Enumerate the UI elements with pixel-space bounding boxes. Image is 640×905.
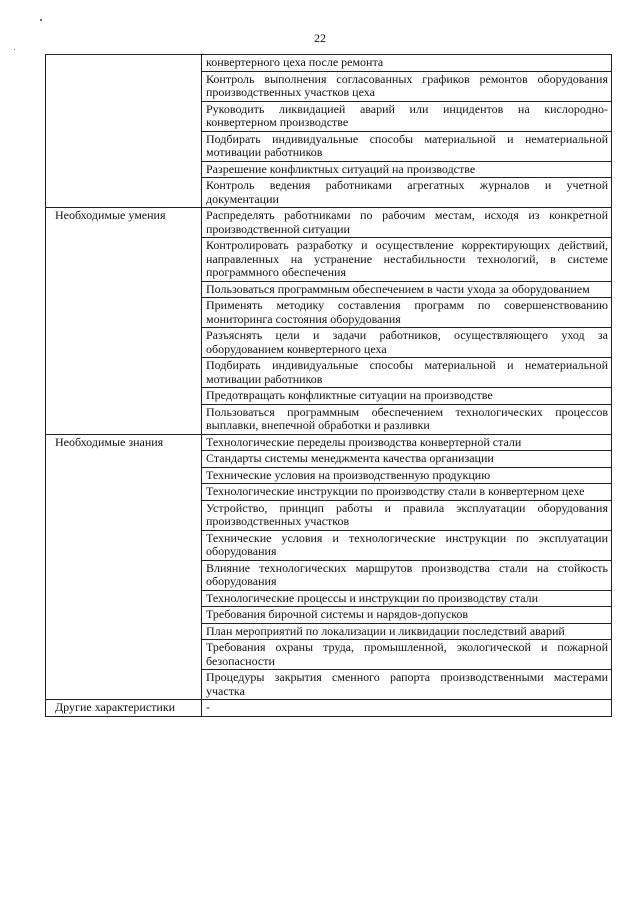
section-label: Необходимые умения: [46, 208, 202, 435]
section-item: Контроль выполнения согласованных графиков ремонтов оборудования производственных участков цеха: [202, 71, 612, 101]
table-row: [46, 700, 612, 717]
table-row: [46, 208, 612, 238]
section-item: План мероприятий по локализации и ликвидации последствий аварий: [202, 623, 612, 640]
section-item: -: [202, 700, 612, 717]
section-item: Требования бирочной системы и нарядов-допусков: [202, 607, 612, 624]
section-item: Разъяснять цели и задачи работников, осуществляющего уход за оборудованием конвертерного цеха: [202, 328, 612, 358]
scan-speck: [14, 49, 15, 50]
section-item: Влияние технологических маршрутов производства стали на стойкость оборудования: [202, 560, 612, 590]
competency-table: [45, 54, 612, 717]
section-item: конвертерного цеха после ремонта: [202, 55, 612, 72]
section-item: Технологические переделы производства конвертерной стали: [202, 434, 612, 451]
competency-table-body: [46, 55, 612, 717]
section-label: Необходимые знания: [46, 434, 202, 700]
section-item: Процедуры закрытия сменного рапорта производственными мастерами участка: [202, 670, 612, 700]
section-item: Технологические процессы и инструкции по производству стали: [202, 590, 612, 607]
table-row: [46, 55, 612, 72]
section-item: Предотвращать конфликтные ситуации на производстве: [202, 388, 612, 405]
section-item: Требования охраны труда, промышленной, экологической и пожарной безопасности: [202, 640, 612, 670]
section-item: Пользоваться программным обеспечением в части ухода за оборудованием: [202, 281, 612, 298]
section-label: [46, 55, 202, 208]
page-number: 22: [314, 31, 326, 45]
section-item: Технические условия и технологические инструкции по эксплуатации оборудования: [202, 530, 612, 560]
section-item: Пользоваться программным обеспечением технологических процессов выплавки, внепечной обработки и разливки: [202, 404, 612, 434]
scan-speck: [40, 19, 42, 21]
section-item: Разрешение конфликтных ситуаций на производстве: [202, 161, 612, 178]
section-item: Подбирать индивидуальные способы материальной и нематериальной мотивации работников: [202, 358, 612, 388]
section-item: Технологические инструкции по производству стали в конвертерном цехе: [202, 484, 612, 501]
section-item: Подбирать индивидуальные способы материальной и нематериальной мотивации работников: [202, 131, 612, 161]
section-item: Устройство, принцип работы и правила эксплуатации оборудования производственных участков: [202, 500, 612, 530]
table-row: [46, 434, 612, 451]
section-item: Распределять работниками по рабочим местам, исходя из конкретной производственной ситуации: [202, 208, 612, 238]
section-item: Технические условия на производственную продукцию: [202, 467, 612, 484]
section-item: Контроль ведения работниками агрегатных журналов и учетной документации: [202, 178, 612, 208]
section-item: Руководить ликвидацией аварий или инцидентов на кислородно-конвертерном производстве: [202, 101, 612, 131]
section-label: Другие характеристики: [46, 700, 202, 717]
section-item: Применять методику составления программ по совершенствованию мониторинга состояния оборудования: [202, 298, 612, 328]
section-item: Стандарты системы менеджмента качества организации: [202, 451, 612, 468]
section-item: Контролировать разработку и осуществление корректирующих действий, направленных на устранение нестабильности технологий, в системе программного обеспечения: [202, 238, 612, 282]
